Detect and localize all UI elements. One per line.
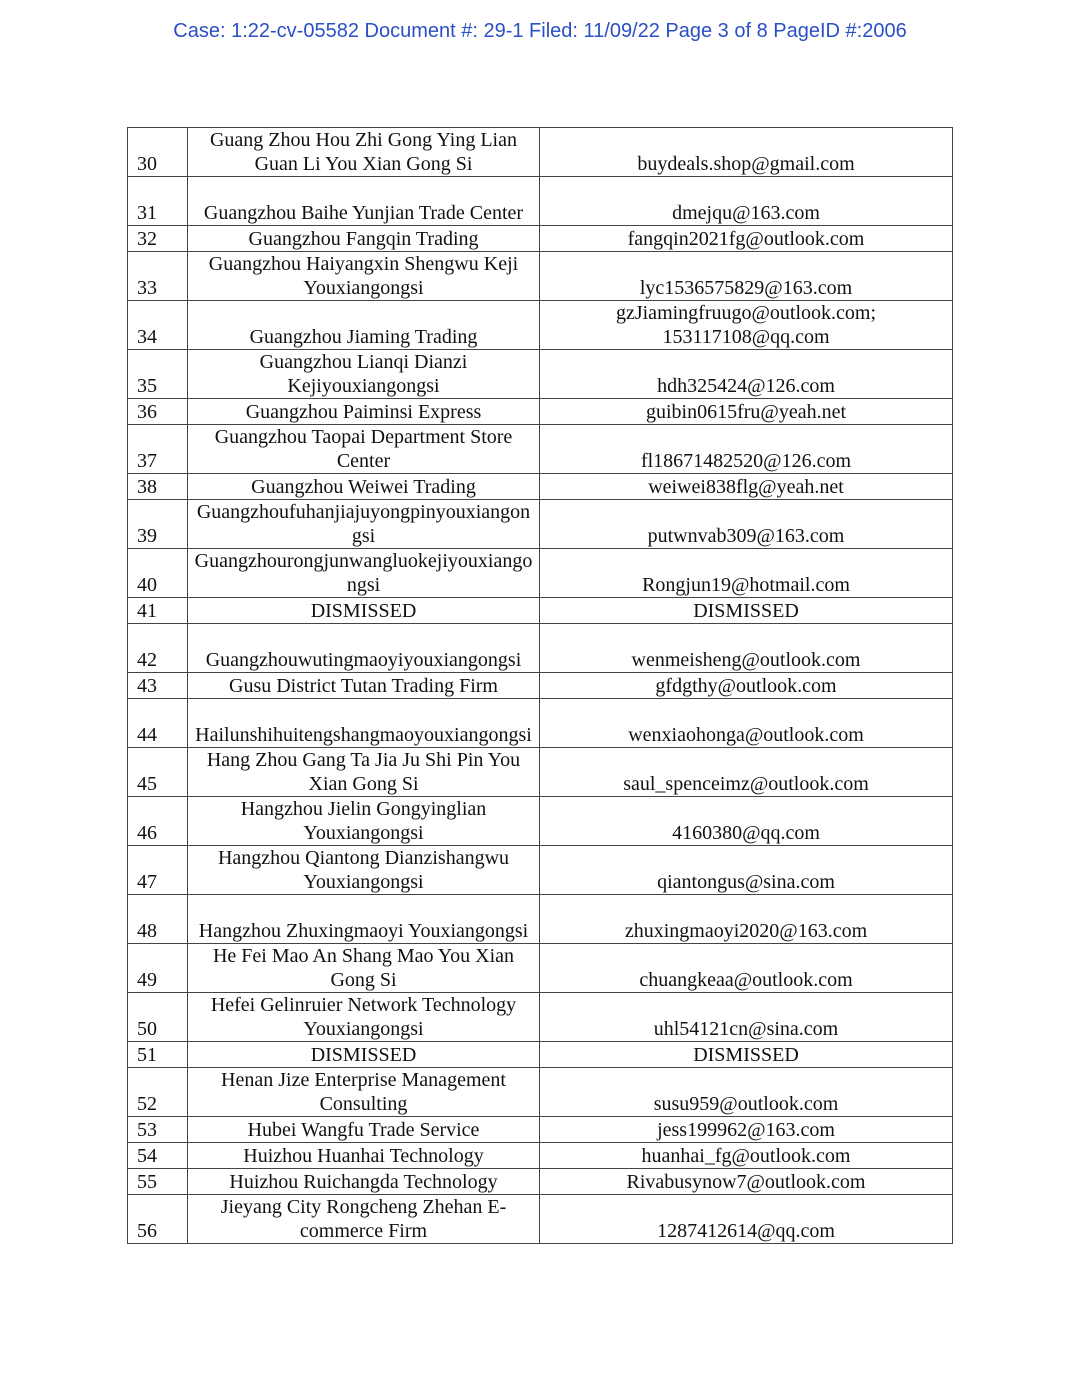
row-number: 42 [128, 624, 188, 673]
defendant-email: hdh325424@126.com [540, 350, 953, 399]
defendant-email: weiwei838flg@yeah.net [540, 474, 953, 500]
defendant-name: Hang Zhou Gang Ta Jia Ju Shi Pin You Xian Gong Si [188, 748, 540, 797]
table-row [128, 1117, 953, 1143]
defendant-name: Jieyang City Rongcheng Zhehan E-commerce Firm [188, 1195, 540, 1244]
defendant-name: Huizhou Huanhai Technology [188, 1143, 540, 1169]
table-row [128, 846, 953, 895]
row-number: 52 [128, 1068, 188, 1117]
row-number: 50 [128, 993, 188, 1042]
table-row [128, 699, 953, 748]
table-row [128, 993, 953, 1042]
row-number: 51 [128, 1042, 188, 1068]
table-row [128, 474, 953, 500]
table-row [128, 797, 953, 846]
row-number: 46 [128, 797, 188, 846]
row-number: 53 [128, 1117, 188, 1143]
row-number: 43 [128, 673, 188, 699]
defendant-name: Guangzhou Lianqi Dianzi Kejiyouxiangongsi [188, 350, 540, 399]
defendant-name: Guangzhourongjunwangluokejiyouxiangongsi [188, 549, 540, 598]
defendant-name: Hefei Gelinruier Network Technology Youxiangongsi [188, 993, 540, 1042]
defendant-email: susu959@outlook.com [540, 1068, 953, 1117]
table-row [128, 624, 953, 673]
defendant-name: Hangzhou Qiantong Dianzishangwu Youxiangongsi [188, 846, 540, 895]
row-number: 41 [128, 598, 188, 624]
defendant-email: qiantongus@sina.com [540, 846, 953, 895]
case-header: Case: 1:22-cv-05582 Document #: 29-1 Filed: 11/09/22 Page 3 of 8 PageID #:2006 [173, 20, 907, 42]
table-row [128, 944, 953, 993]
row-number: 37 [128, 425, 188, 474]
defendant-name: He Fei Mao An Shang Mao You Xian Gong Si [188, 944, 540, 993]
row-number: 56 [128, 1195, 188, 1244]
defendant-name: DISMISSED [188, 1042, 540, 1068]
defendant-email: fl18671482520@126.com [540, 425, 953, 474]
table-row [128, 895, 953, 944]
table-row [128, 1143, 953, 1169]
defendant-email: dmejqu@163.com [540, 177, 953, 226]
row-number: 34 [128, 301, 188, 350]
table-row [128, 177, 953, 226]
defendant-name: Gusu District Tutan Trading Firm [188, 673, 540, 699]
defendant-name: Henan Jize Enterprise Management Consulting [188, 1068, 540, 1117]
row-number: 47 [128, 846, 188, 895]
defendant-email: zhuxingmaoyi2020@163.com [540, 895, 953, 944]
defendant-name: Guangzhou Paiminsi Express [188, 399, 540, 425]
defendant-email: DISMISSED [540, 1042, 953, 1068]
row-number: 49 [128, 944, 188, 993]
defendant-email: Rongjun19@hotmail.com [540, 549, 953, 598]
table-row [128, 1068, 953, 1117]
defendant-name: DISMISSED [188, 598, 540, 624]
table-row [128, 748, 953, 797]
defendant-email: buydeals.shop@gmail.com [540, 128, 953, 177]
row-number: 39 [128, 500, 188, 549]
defendant-name: Guangzhou Taopai Department Store Center [188, 425, 540, 474]
defendant-email: DISMISSED [540, 598, 953, 624]
row-number: 31 [128, 177, 188, 226]
table-row [128, 399, 953, 425]
defendant-email: 4160380@qq.com [540, 797, 953, 846]
defendant-name: Guangzhou Haiyangxin Shengwu Keji Youxiangongsi [188, 252, 540, 301]
defendant-email: Rivabusynow7@outlook.com [540, 1169, 953, 1195]
defendant-name: Hailunshihuitengshangmaoyouxiangongsi [188, 699, 540, 748]
defendant-email: uhl54121cn@sina.com [540, 993, 953, 1042]
row-number: 33 [128, 252, 188, 301]
row-number: 54 [128, 1143, 188, 1169]
defendant-name: Hangzhou Jielin Gongyinglian Youxiangongsi [188, 797, 540, 846]
row-number: 48 [128, 895, 188, 944]
table-row [128, 1195, 953, 1244]
defendant-email: wenmeisheng@outlook.com [540, 624, 953, 673]
defendant-email: 1287412614@qq.com [540, 1195, 953, 1244]
table-row [128, 598, 953, 624]
defendant-email: chuangkeaa@outlook.com [540, 944, 953, 993]
row-number: 30 [128, 128, 188, 177]
table-row [128, 500, 953, 549]
defendant-email: lyc1536575829@163.com [540, 252, 953, 301]
defendant-name: Huizhou Ruichangda Technology [188, 1169, 540, 1195]
defendant-email: huanhai_fg@outlook.com [540, 1143, 953, 1169]
defendant-email: fangqin2021fg@outlook.com [540, 226, 953, 252]
defendant-email: saul_spenceimz@outlook.com [540, 748, 953, 797]
defendant-email: jess199962@163.com [540, 1117, 953, 1143]
defendant-email: gfdgthy@outlook.com [540, 673, 953, 699]
defendant-table [127, 127, 953, 1244]
defendant-email: putwnvab309@163.com [540, 500, 953, 549]
defendant-name: Hangzhou Zhuxingmaoyi Youxiangongsi [188, 895, 540, 944]
row-number: 40 [128, 549, 188, 598]
row-number: 35 [128, 350, 188, 399]
row-number: 38 [128, 474, 188, 500]
defendant-name: Guang Zhou Hou Zhi Gong Ying Lian Guan Li You Xian Gong Si [188, 128, 540, 177]
defendant-name: Guangzhou Fangqin Trading [188, 226, 540, 252]
table-row [128, 425, 953, 474]
defendant-name: Guangzhou Weiwei Trading [188, 474, 540, 500]
row-number: 36 [128, 399, 188, 425]
defendant-name: Guangzhou Jiaming Trading [188, 301, 540, 350]
table-row [128, 549, 953, 598]
defendant-name: Hubei Wangfu Trade Service [188, 1117, 540, 1143]
table-row [128, 1169, 953, 1195]
table-row [128, 1042, 953, 1068]
table-row [128, 226, 953, 252]
defendant-name: Guangzhou Baihe Yunjian Trade Center [188, 177, 540, 226]
table-row [128, 301, 953, 350]
defendant-email: guibin0615fru@yeah.net [540, 399, 953, 425]
row-number: 45 [128, 748, 188, 797]
row-number: 32 [128, 226, 188, 252]
row-number: 55 [128, 1169, 188, 1195]
defendant-name: Guangzhoufuhanjiajuyongpinyouxiangongsi [188, 500, 540, 549]
table-row [128, 350, 953, 399]
defendant-name: Guangzhouwutingmaoyiyouxiangongsi [188, 624, 540, 673]
defendant-email: gzJiamingfruugo@outlook.com; 153117108@qq.com [540, 301, 953, 350]
defendant-email: wenxiaohonga@outlook.com [540, 699, 953, 748]
row-number: 44 [128, 699, 188, 748]
table-row [128, 128, 953, 177]
table-row [128, 673, 953, 699]
table-row [128, 252, 953, 301]
